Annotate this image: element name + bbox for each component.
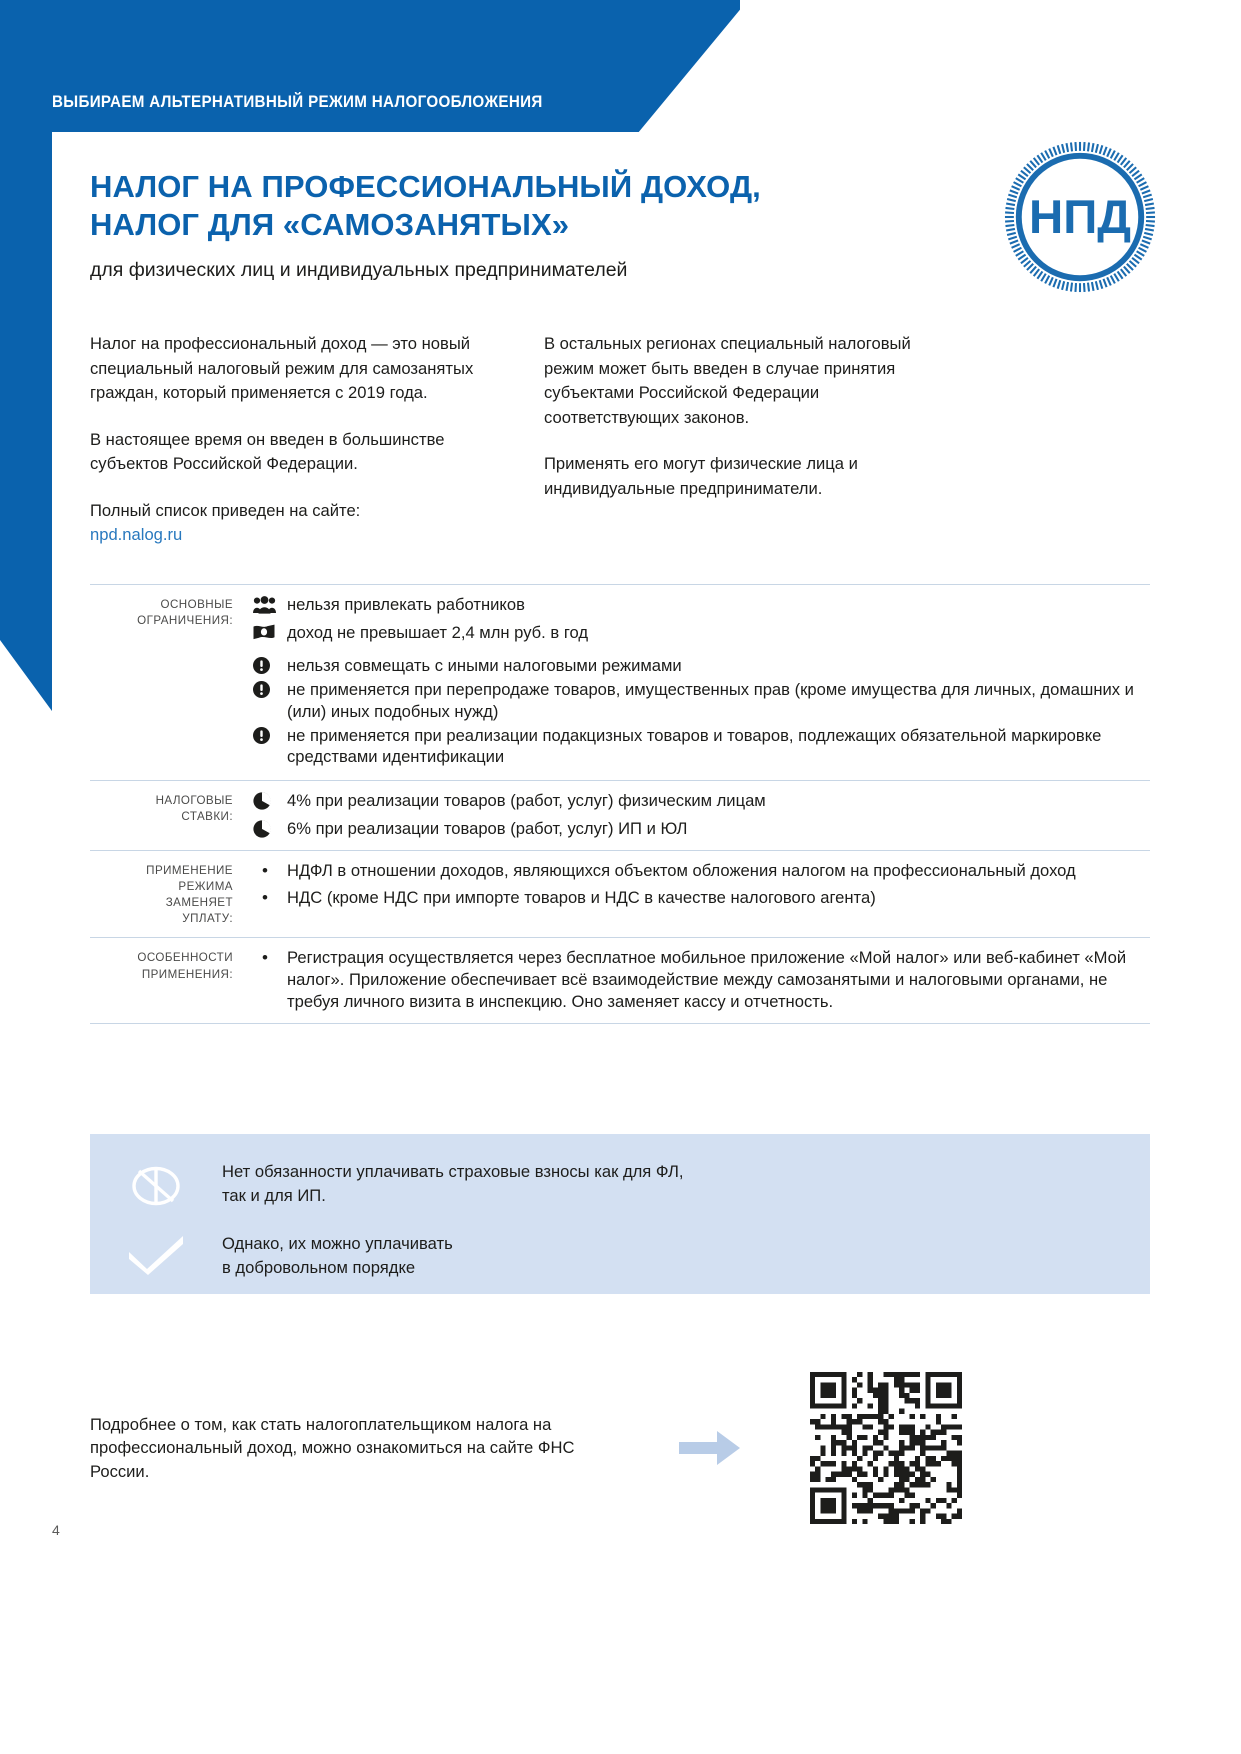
checkmark-icon <box>90 1232 222 1276</box>
spec-item-text: доход не превышает 2,4 млн руб. в год <box>287 622 589 642</box>
spec-row <box>90 585 1150 781</box>
spec-row-body <box>247 790 1150 839</box>
callout-text-line: в добровольном порядке <box>222 1258 416 1278</box>
intro-paragraph: Применять его могут физические лица и индивидуальные предприниматели. <box>544 454 858 498</box>
spec-row <box>90 851 1150 939</box>
intro-column-right <box>544 332 942 548</box>
spec-label-line: НАЛОГОВЫЕ <box>155 794 233 808</box>
spec-label-line: ЗАМЕНЯЕТ <box>165 896 233 910</box>
spec-item-text: не применяется при перепродаже товаров, имущественных прав (кроме имущества для личных, домашних и (или) иных подобных нужд) <box>287 680 1134 721</box>
exclamation-circle-icon <box>253 679 287 698</box>
callout-row <box>90 1160 1150 1210</box>
callout-text <box>222 1160 1150 1208</box>
spec-label-line: ПРИМЕНЕНИЯ: <box>141 967 233 981</box>
intro-paragraph: В остальных регионах специальный налоговый режим может быть введен в случае принятия субъектами Российской Федерации соответствующих законов. <box>544 334 911 427</box>
page-number: 4 <box>52 1522 60 1538</box>
spec-item-text: НДС (кроме НДС при импорте товаров и НДС в качестве налогового агента) <box>287 888 876 908</box>
title-block <box>90 168 1151 283</box>
spec-row-body <box>247 947 1150 1012</box>
arrow-right-icon <box>610 1428 810 1468</box>
npd-badge-icon <box>1001 138 1159 296</box>
npd-site-link[interactable]: npd.nalog.ru <box>90 525 183 545</box>
page-kicker: ВЫБИРАЕМ АЛЬТЕРНАТИВНЫЙ РЕЖИМ НАЛОГООБЛОЖЕНИЯ <box>52 93 543 111</box>
banknote-icon <box>253 622 287 641</box>
intro-list-lead: Полный список приведен на сайте: <box>90 500 361 520</box>
spec-row-label <box>90 594 247 770</box>
spec-item-text: НДФЛ в отношении доходов, являющихся объектом обложения налогом на профессиональный доход <box>287 860 1076 880</box>
content-card <box>52 132 1189 1500</box>
spec-item-text: нельзя совмещать с иными налоговыми режимами <box>287 656 682 676</box>
spec-item-text: Регистрация осуществляется через бесплатное мобильное приложение «Мой налог» или веб-кабинет «Мой налог». Приложение обеспечивает всё взаимодействие между самозанятыми и налоговыми органами, не требуя личного визита в инспекцию. Оно заменяет кассу и отчетность. <box>287 948 1127 1011</box>
callout-text <box>222 1232 1150 1280</box>
spec-row <box>90 938 1150 1023</box>
bullet-dot-icon: • <box>262 888 268 908</box>
bullet-dot-icon: • <box>262 860 268 880</box>
intro-paragraph: Налог на профессиональный доход — это новый специальный налоговый режим для самозанятых граждан, который применяется с 2019 года. <box>90 334 474 403</box>
bullet-dot-icon: • <box>262 948 268 968</box>
spec-row-label <box>90 860 247 928</box>
spec-row-body <box>247 860 1150 928</box>
footer-text: Подробнее о том, как стать налогоплательщиком налога на профессиональный доход, можно ознакомиться на сайте ФНС России. <box>90 1414 575 1481</box>
intro-paragraph <box>90 499 488 548</box>
spec-row <box>90 781 1150 850</box>
callout-text-line: Нет обязанности уплачивать страховые взносы как для ФЛ, <box>222 1162 684 1181</box>
exclamation-circle-icon <box>253 655 287 674</box>
spec-row-body <box>247 594 1150 770</box>
spec-item <box>253 725 1150 768</box>
spec-label-line: ПРИМЕНЕНИЕ <box>146 863 233 877</box>
npd-badge-label: НПД <box>1028 190 1132 244</box>
spec-label-line: РЕЖИМА <box>178 879 233 893</box>
spec-label-line: УПЛАТУ: <box>182 912 233 926</box>
spec-item <box>253 860 1150 882</box>
pie-chart-icon <box>253 790 287 810</box>
no-contributions-icon <box>90 1160 222 1210</box>
insurance-callout-box <box>90 1134 1150 1294</box>
spec-item <box>253 887 1150 909</box>
page-subtitle: для физических лиц и индивидуальных предпринимателей <box>90 258 628 281</box>
qr-code-icon[interactable] <box>810 1372 962 1524</box>
spec-item-text: нельзя привлекать работников <box>287 595 525 614</box>
intro-column-left <box>90 332 488 548</box>
people-group-icon <box>253 594 287 614</box>
pie-chart-icon <box>253 818 287 838</box>
spec-item <box>253 679 1150 722</box>
spec-row-label <box>90 947 247 1012</box>
spec-table <box>90 584 1150 1024</box>
callout-text-line: Однако, их можно уплачивать <box>222 1234 453 1253</box>
spec-item <box>253 622 1150 644</box>
page-title-line-1: НАЛОГ НА ПРОФЕССИОНАЛЬНЫЙ ДОХОД, <box>90 169 761 204</box>
callout-text-line: так и для ИП. <box>222 1186 326 1206</box>
spec-item <box>253 790 1150 812</box>
spec-row-label <box>90 790 247 839</box>
spec-label-line: ОСОБЕННОСТИ <box>137 951 233 965</box>
spec-label-line: ОГРАНИЧЕНИЯ: <box>137 614 233 628</box>
callout-row <box>90 1232 1150 1280</box>
spec-label-line: СТАВКИ: <box>181 810 233 824</box>
footer-block <box>90 1372 1150 1524</box>
spec-item-text: 6% при реализации товаров (работ, услуг) ИП и ЮЛ <box>287 818 688 838</box>
exclamation-circle-icon <box>253 725 287 744</box>
page-title <box>90 168 790 244</box>
intro-columns <box>90 332 1150 548</box>
spec-item <box>253 594 1150 616</box>
spec-item <box>253 655 1150 677</box>
intro-paragraph: В настоящее время он введен в большинстве субъектов Российской Федерации. <box>90 429 445 474</box>
spec-item-text: 4% при реализации товаров (работ, услуг) физическим лицам <box>287 791 766 811</box>
spec-item <box>253 947 1150 1012</box>
spec-item-text: не применяется при реализации подакцизных товаров и товаров, подлежащих обязательной маркировке средствами идентификации <box>287 725 1102 767</box>
page-title-line-2: НАЛОГ ДЛЯ «САМОЗАНЯТЫХ» <box>90 206 570 242</box>
spec-label-line: ОСНОВНЫЕ <box>160 598 233 611</box>
spec-item <box>253 818 1150 840</box>
